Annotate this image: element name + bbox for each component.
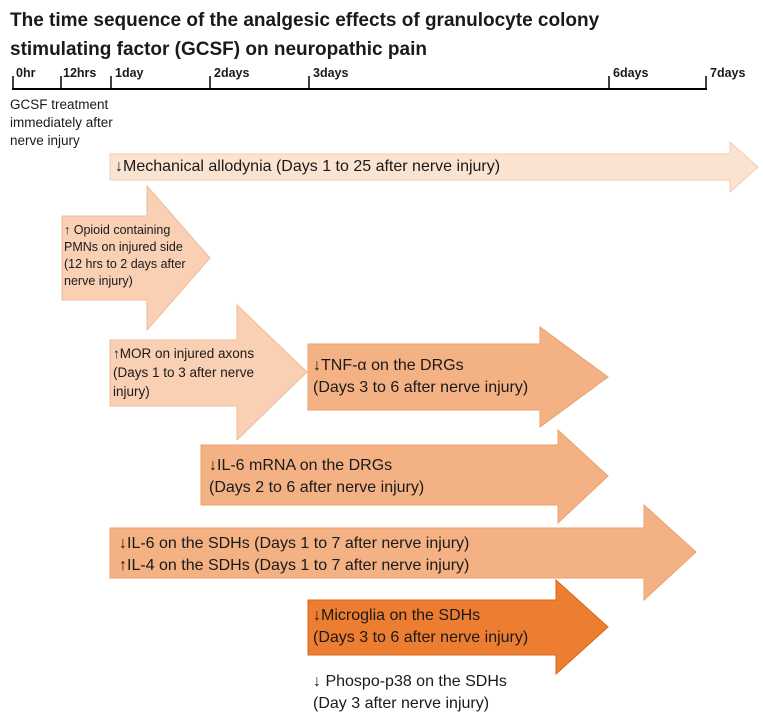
effect-opioid-pmns-line-1: ↑ Opioid containing [64, 223, 171, 237]
tick-label-12hrs: 12hrs [63, 66, 97, 80]
effect-microglia [313, 605, 528, 649]
effect-mechanical-allodynia-line-1: ↓Mechanical allodynia (Days 1 to 25 after nerve injury) [115, 158, 501, 175]
effect-mor-injured-axons [113, 344, 254, 401]
tick-label-1day: 1day [115, 66, 144, 80]
effect-phospo-p38-line-1: ↓ Phospo-p38 on the SDHs [313, 673, 507, 690]
effect-il6-mrna-line-1: ↓IL-6 mRNA on the DRGs [209, 457, 393, 474]
effect-il6-mrna-line-2: (Days 2 to 6 after nerve injury) [209, 479, 425, 496]
effect-tnf-alpha-line-1: ↓TNF-α on the DRGs [313, 357, 464, 374]
effect-il4-sdhs-line: ↑IL-4 on the SDHs (Days 1 to 7 after nerve injury) [119, 557, 470, 574]
effect-opioid-pmns-line-4: nerve injury) [64, 274, 133, 288]
effect-mechanical-allodynia [115, 156, 500, 178]
effect-mor-injured-axons-line-1: ↑MOR on injured axons [113, 346, 255, 361]
effect-mor-injured-axons-line-2: (Days 1 to 3 after nerve [113, 365, 255, 380]
effect-mor-injured-axons-line-3: injury) [113, 384, 150, 399]
diagram-title-line-2: stimulating factor (GCSF) on neuropathic pain [10, 39, 427, 60]
tick-label-3days: 3days [313, 66, 349, 80]
effect-opioid-pmns [64, 222, 186, 290]
treatment-note-line-3: nerve injury [10, 133, 80, 148]
effect-il6-mrna [209, 455, 424, 499]
tick-label-7days: 7days [710, 66, 746, 80]
effect-phospo-p38-line-2: (Day 3 after nerve injury) [313, 695, 490, 712]
effect-opioid-pmns-line-2: PMNs on injured side [64, 240, 183, 254]
treatment-note-line-2: immediately after [10, 115, 113, 130]
treatment-note-line-1: GCSF treatment [10, 97, 109, 112]
effect-il6-il4-sdhs [119, 533, 469, 577]
effect-il6-sdhs-line: ↓IL-6 on the SDHs (Days 1 to 7 after nerve injury) [119, 535, 470, 552]
effect-microglia-line-1: ↓Microglia on the SDHs [313, 607, 481, 624]
effect-microglia-line-2: (Days 3 to 6 after nerve injury) [313, 629, 529, 646]
tick-label-6days: 6days [613, 66, 649, 80]
effect-tnf-alpha-line-2: (Days 3 to 6 after nerve injury) [313, 379, 529, 396]
effect-tnf-alpha [313, 355, 528, 399]
tick-label-2days: 2days [214, 66, 250, 80]
diagram-title-line-1: The time sequence of the analgesic effects of granulocyte colony [10, 10, 600, 31]
effect-opioid-pmns-line-3: (12 hrs to 2 days after [64, 257, 186, 271]
tick-label-0hr: 0hr [16, 66, 36, 80]
effect-phospo-p38 [313, 671, 507, 715]
